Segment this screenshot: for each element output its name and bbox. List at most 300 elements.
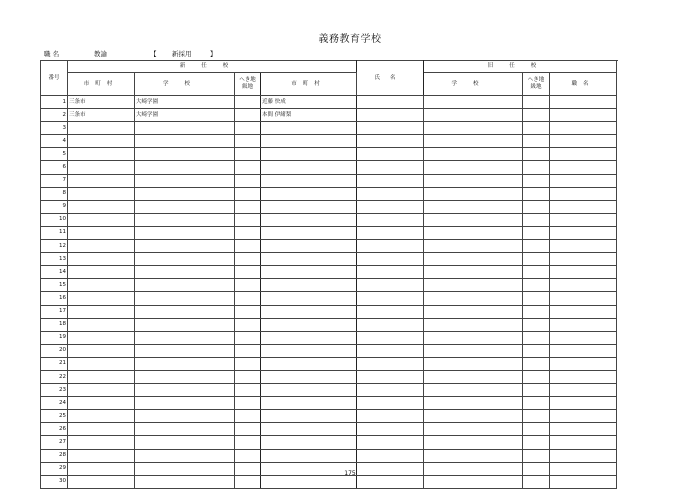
new-school-cell [135,187,235,200]
name-cell: 近藤 快成 [261,96,357,109]
old-remote-cell [523,384,550,397]
name-cell [261,292,357,305]
old-position-cell [550,161,617,174]
new-school-cell [135,344,235,357]
old-position-cell [550,410,617,423]
old-position-cell [550,357,617,370]
old-school-cell [424,200,523,213]
old-remote-cell [523,213,550,226]
old-remote-cell [523,96,550,109]
old-remote-cell [523,226,550,239]
new-school-cell [135,397,235,410]
old-school-cell [424,279,523,292]
old-school-cell [424,449,523,462]
new-school-cell [135,240,235,253]
old-city-cell [357,200,424,213]
old-school-cell [424,331,523,344]
new-school-cell [135,226,235,239]
new-school-cell [135,266,235,279]
old-remote-cell [523,240,550,253]
new-remote-cell [235,292,261,305]
old-city-cell [357,331,424,344]
new-remote-cell [235,344,261,357]
table-row [41,370,617,383]
new-remote-cell [235,226,261,239]
old-city-cell [357,449,424,462]
old-remote-cell [523,397,550,410]
new-school-cell [135,200,235,213]
new-remote-cell [235,187,261,200]
old-school-cell [424,161,523,174]
old-position-cell [550,331,617,344]
name-cell [261,370,357,383]
row-number: 2 [41,109,68,122]
new-city-cell [68,423,135,436]
old-city-cell [357,344,424,357]
position-label: 職 名 [44,50,60,58]
old-school-cell [424,397,523,410]
row-number: 21 [41,357,68,370]
new-remote-cell [235,279,261,292]
old-school-cell [424,357,523,370]
row-number: 5 [41,148,68,161]
old-remote-cell [523,344,550,357]
old-position-cell [550,449,617,462]
old-school-cell [424,213,523,226]
old-position-cell [550,292,617,305]
old-position-cell [550,305,617,318]
category-value: 新採用 [172,50,192,58]
table-row [41,410,617,423]
new-remote-cell [235,240,261,253]
table-row [41,436,617,449]
new-city-cell [68,384,135,397]
name-cell [261,344,357,357]
old-remote-cell [523,253,550,266]
row-number: 24 [41,397,68,410]
row-number: 7 [41,174,68,187]
old-city-cell [357,96,424,109]
new-city-cell [68,213,135,226]
old-school-cell [424,174,523,187]
row-number: 8 [41,187,68,200]
page-number: 175 [344,470,356,477]
new-remote-cell [235,200,261,213]
new-remote-cell [235,96,261,109]
new-remote-cell [235,318,261,331]
name-cell [261,226,357,239]
old-city-cell [357,292,424,305]
table-row [41,279,617,292]
new-city-cell [68,266,135,279]
row-number: 1 [41,96,68,109]
new-school-cell [135,174,235,187]
new-remote-cell [235,122,261,135]
old-city-header: 市町村 [261,73,357,96]
new-remote-cell [235,331,261,344]
old-position-cell [550,436,617,449]
name-header: 氏名 [357,61,424,96]
new-remote-cell [235,174,261,187]
new-remote-cell [235,135,261,148]
new-city-cell [68,397,135,410]
old-city-cell [357,436,424,449]
old-city-cell [357,279,424,292]
bracket-open: 【 [150,50,157,58]
new-city-cell [68,174,135,187]
new-city-cell [68,148,135,161]
row-number: 14 [41,266,68,279]
old-position-cell [550,109,617,122]
table-row [41,109,617,122]
new-city-cell [68,305,135,318]
new-city-cell [68,449,135,462]
old-position-cell [550,213,617,226]
old-city-cell [357,253,424,266]
old-remote-cell [523,475,550,488]
old-city-cell [357,357,424,370]
new-city-cell [68,318,135,331]
name-cell [261,423,357,436]
row-number: 13 [41,253,68,266]
old-city-cell [357,305,424,318]
new-city-header: 市町村 [68,73,135,96]
name-cell [261,200,357,213]
old-city-cell [357,397,424,410]
new-remote-cell [235,397,261,410]
old-school-cell [424,318,523,331]
table-row [41,122,617,135]
old-position-cell [550,384,617,397]
name-cell [261,135,357,148]
new-city-cell [68,344,135,357]
row-number: 28 [41,449,68,462]
new-school-header: 新任校 [68,61,357,73]
old-remote-header: へき地 級地 [523,73,550,96]
name-cell: 本間 伊緒梨 [261,109,357,122]
old-school-cell [424,305,523,318]
new-city-cell [68,240,135,253]
new-school-cell [135,161,235,174]
new-remote-cell [235,384,261,397]
new-city-cell: 三条市 [68,96,135,109]
old-remote-cell [523,318,550,331]
row-number: 12 [41,240,68,253]
new-school-cell [135,370,235,383]
table-row [41,200,617,213]
old-school-cell [424,384,523,397]
row-number: 30 [41,475,68,488]
old-position-cell [550,397,617,410]
table-row [41,384,617,397]
table-row [41,96,617,109]
table-row [41,305,617,318]
old-position-cell [550,240,617,253]
old-remote-cell [523,122,550,135]
name-cell [261,449,357,462]
old-position-cell [550,148,617,161]
bracket-close: 】 [210,50,217,58]
row-number: 6 [41,161,68,174]
old-remote-cell [523,370,550,383]
old-position-header: 職名 [550,73,617,96]
new-remote-cell [235,161,261,174]
name-cell [261,161,357,174]
row-number: 17 [41,305,68,318]
old-city-cell [357,213,424,226]
old-city-cell [357,384,424,397]
new-city-cell [68,200,135,213]
old-remote-cell [523,357,550,370]
name-cell [261,397,357,410]
new-school-cell [135,475,235,488]
old-school-cell [424,240,523,253]
old-remote-cell [523,135,550,148]
old-remote-cell [523,410,550,423]
row-number: 3 [41,122,68,135]
new-remote-cell [235,109,261,122]
row-number: 4 [41,135,68,148]
row-number: 16 [41,292,68,305]
new-school-cell: 大崎学園 [135,96,235,109]
new-city-cell [68,187,135,200]
row-number: 26 [41,423,68,436]
new-school-cell [135,318,235,331]
new-remote-cell [235,266,261,279]
meta-line [40,49,440,59]
new-school-cell [135,122,235,135]
table-row [41,213,617,226]
row-number: 10 [41,213,68,226]
old-city-cell [357,109,424,122]
old-school-cell [424,109,523,122]
old-city-cell [357,135,424,148]
old-city-cell [357,240,424,253]
old-city-cell [357,318,424,331]
old-remote-cell [523,423,550,436]
old-position-cell [550,266,617,279]
table-row [41,187,617,200]
old-city-cell [357,122,424,135]
new-school-cell [135,449,235,462]
old-position-cell [550,370,617,383]
old-school-cell [424,292,523,305]
old-remote-cell [523,436,550,449]
new-school-cell [135,253,235,266]
table-row [41,423,617,436]
old-school-cell [424,266,523,279]
new-school-cell [135,305,235,318]
name-cell [261,187,357,200]
new-city-cell [68,292,135,305]
name-cell [261,384,357,397]
old-position-cell [550,135,617,148]
new-remote-cell [235,449,261,462]
table-row [41,174,617,187]
name-cell [261,148,357,161]
new-city-cell [68,410,135,423]
old-position-cell [550,423,617,436]
old-city-cell [357,475,424,488]
row-number: 11 [41,226,68,239]
new-school-cell [135,410,235,423]
name-cell [261,253,357,266]
old-remote-cell [523,187,550,200]
new-remote-cell [235,253,261,266]
row-number: 27 [41,436,68,449]
table-row [41,240,617,253]
old-position-cell [550,475,617,488]
new-remote-cell [235,305,261,318]
old-school-cell [424,423,523,436]
old-position-cell [550,96,617,109]
new-remote-cell [235,475,261,488]
row-number: 15 [41,279,68,292]
name-cell [261,318,357,331]
old-city-cell [357,226,424,239]
row-number: 9 [41,200,68,213]
table-row [41,344,617,357]
new-school-cell [135,213,235,226]
old-position-cell [550,279,617,292]
old-school-cell [424,253,523,266]
table-row [41,148,617,161]
old-school-cell [424,370,523,383]
new-remote-cell [235,410,261,423]
new-school-cell [135,423,235,436]
old-city-cell [357,266,424,279]
new-remote-header: へき地 級地 [235,73,261,96]
old-school-cell [424,187,523,200]
row-number: 18 [41,318,68,331]
table-row [41,135,617,148]
old-position-cell [550,226,617,239]
row-number: 22 [41,370,68,383]
table-row [41,292,617,305]
row-number: 19 [41,331,68,344]
old-school-col-header: 学校 [424,73,523,96]
old-remote-cell [523,279,550,292]
new-city-cell: 三条市 [68,109,135,122]
new-school-col-header: 学校 [135,73,235,96]
new-remote-cell [235,370,261,383]
new-school-cell [135,357,235,370]
old-position-cell [550,174,617,187]
new-city-cell [68,226,135,239]
old-remote-cell [523,109,550,122]
new-city-cell [68,135,135,148]
old-position-cell [550,200,617,213]
old-remote-cell [523,200,550,213]
position-value: 教諭 [94,50,107,58]
new-city-cell [68,370,135,383]
name-cell [261,410,357,423]
table-row [41,449,617,462]
old-position-cell [550,344,617,357]
old-school-cell [424,148,523,161]
name-cell [261,240,357,253]
table-row [41,475,617,488]
name-cell [261,357,357,370]
old-city-cell [357,174,424,187]
new-school-cell [135,148,235,161]
new-remote-cell [235,423,261,436]
new-school-cell [135,279,235,292]
name-cell [261,475,357,488]
old-city-cell [357,410,424,423]
new-school-cell [135,292,235,305]
new-city-cell [68,161,135,174]
old-school-cell [424,344,523,357]
new-city-cell [68,331,135,344]
new-school-cell: 大崎学園 [135,109,235,122]
old-school-header: 旧任校 [424,61,617,73]
old-city-cell [357,161,424,174]
table-row [41,266,617,279]
name-cell [261,331,357,344]
assignment-table [40,60,617,489]
old-position-cell [550,253,617,266]
name-cell [261,266,357,279]
table-row [41,318,617,331]
table-row [41,161,617,174]
old-remote-cell [523,266,550,279]
old-remote-cell [523,305,550,318]
old-remote-cell [523,292,550,305]
row-number: 20 [41,344,68,357]
new-city-cell [68,279,135,292]
page-title: 義務教育学校 [318,34,382,45]
new-city-cell [68,436,135,449]
row-number: 25 [41,410,68,423]
new-city-cell [68,122,135,135]
new-school-cell [135,384,235,397]
new-remote-cell [235,148,261,161]
old-school-cell [424,135,523,148]
old-school-cell [424,122,523,135]
old-city-cell [357,370,424,383]
new-school-cell [135,436,235,449]
table-row [41,226,617,239]
old-position-cell [550,122,617,135]
new-remote-cell [235,213,261,226]
old-remote-cell [523,161,550,174]
old-remote-cell [523,449,550,462]
old-school-cell [424,226,523,239]
table-row [41,397,617,410]
name-cell [261,436,357,449]
name-cell [261,174,357,187]
name-cell [261,213,357,226]
old-school-cell [424,475,523,488]
old-school-cell [424,410,523,423]
old-school-cell [424,96,523,109]
new-school-cell [135,135,235,148]
table-row [41,331,617,344]
new-school-cell [135,331,235,344]
new-city-cell [68,253,135,266]
new-city-cell [68,475,135,488]
name-cell [261,279,357,292]
old-remote-cell [523,148,550,161]
table-row [41,253,617,266]
new-remote-cell [235,436,261,449]
table-row [41,357,617,370]
new-remote-cell [235,357,261,370]
old-remote-cell [523,331,550,344]
row-number: 29 [41,462,68,475]
old-city-cell [357,148,424,161]
